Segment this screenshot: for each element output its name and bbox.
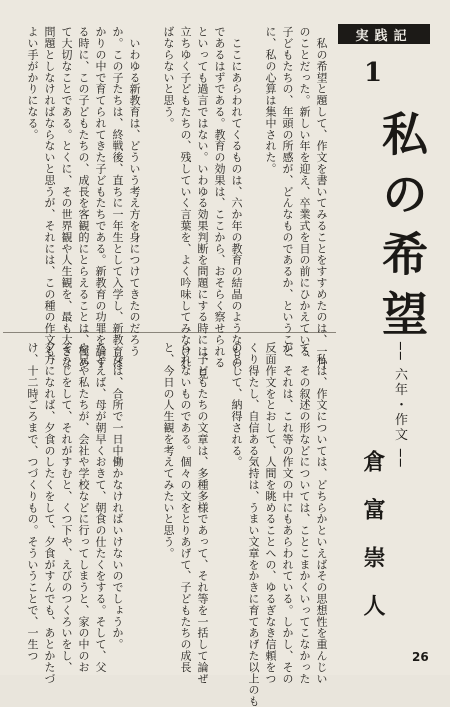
text-column: かりの中で育てられてきた子どもたちである。新教育の功罪を論ず	[94, 26, 107, 368]
text-column: 女は、合所で一日中働かなければいけないのでしょうか。	[111, 342, 124, 650]
text-column: る時に、この子どもたちの、成長を客観的にとらえることは、極め	[77, 26, 90, 368]
author-name: 倉富崇人	[360, 450, 386, 642]
text-column: よい手がかりになる。	[26, 26, 39, 140]
text-column: や兄や私たちが、会社や学校などに行ってしまうと、家の中のお	[77, 342, 90, 673]
article-title: 私の希望	[375, 110, 429, 350]
text-column: て大切なことである。とくに、その世界観や人生観を、最も大きな	[60, 26, 73, 368]
text-column: いわゆる新教育は、どういう考え方を身につけてきたのだろう	[128, 26, 141, 357]
text-column: 反面作文をとおして、人間を眺めることへの、ゆるぎなき信頼をつ	[264, 342, 277, 684]
text-column: たとえば、母が朝早くおきて、朝食の仕たくをする。そして、父	[94, 342, 107, 673]
text-column: 問題としなければならないと思うが、それには、この種の作文も、	[43, 26, 56, 368]
text-column: であるはずである。教育の効果は、ここから、おそらく察せられる	[213, 26, 226, 368]
text-column: が、それは、これ等の作文の中にもあらわれている。しかし、その	[281, 342, 294, 684]
text-column: か。この子たちは、終戦後、直ちに一年生として入学し、新教育ば	[111, 26, 124, 368]
text-column: て、その叙述の形などについては、ことこまかくいってこなかった	[298, 342, 311, 684]
section-label: 実践記	[338, 24, 430, 44]
text-column: といっても過言ではない。いわゆる効果判断を問題にする時には、見	[196, 26, 209, 380]
text-column: 私の希望と題して、作文を書いてみることをすすめたのは、一月	[315, 26, 328, 368]
text-column: ばならないと思う。	[162, 26, 175, 129]
page-number: 26	[412, 650, 429, 664]
text-column: 子どもたちの文章は、多種多様であって、それ等を一括して論ぜ	[196, 342, 209, 684]
text-column: 夕方になれば、夕食のしたくをして、夕食がすんでも、あとかたづ	[43, 342, 56, 684]
text-column: そうじをして、それがすむと、くつ下や、えびのつくろいをし、	[60, 342, 73, 673]
text-column: のことだった。新しい年を迎え、卒業式を目の前にひかえている	[298, 26, 311, 357]
text-column: に、私の心算は集中された。	[264, 26, 277, 175]
text-column: のとして、納得される。	[230, 342, 243, 468]
text-column: と、今日の人生観を考えてみたいと思う。	[162, 342, 175, 559]
text-column: くり得たし、自信ある気持は、うまい文章をかきに育てあげた以上のも	[247, 342, 260, 707]
article-subtitle: ── 六年・作文 ──	[392, 342, 407, 469]
text-column: 私は、作文については、どちらかといえばその思想性を重んじい	[315, 342, 328, 684]
text-column: 立ちゆく子どもたちの、残していく言葉を、よく吟味してみなけれ	[179, 26, 192, 368]
text-column: ここにあらわれてくるものは、六か年の教育の結晶のようなもの、	[230, 26, 243, 380]
text-column: 子どもたちの、年頭の所感が、どんなものであるか、ということ	[281, 26, 294, 357]
text-column: け、十二時ごろまで、つづくりもの。そういうことで、一生つ	[26, 342, 39, 662]
chapter-number: 1	[363, 58, 383, 88]
text-column: られないものである。個々の文をとりあげて、子どもたちの成長	[179, 342, 192, 673]
